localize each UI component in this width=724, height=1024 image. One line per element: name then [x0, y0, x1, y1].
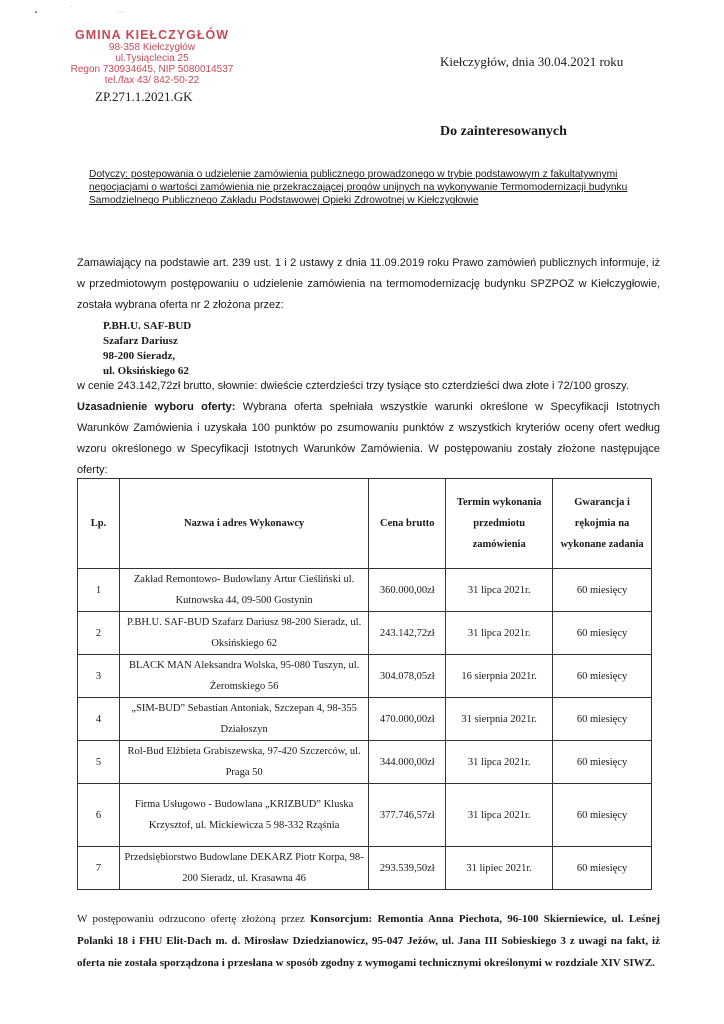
- cell-term: 31 lipca 2021r.: [446, 612, 553, 655]
- stamp-line: 98-358 Kiełczygłów: [108, 42, 196, 53]
- stamp-line: Regon 730934645, NIP 5080014537: [70, 64, 234, 75]
- cell-price: 344.000,00zł: [369, 741, 446, 784]
- rejection-paragraph: [77, 908, 660, 974]
- table-row: [78, 847, 652, 890]
- column-header-term: Termin wykonania przedmiotu zamówienia: [446, 479, 553, 569]
- winner-block: [103, 319, 191, 379]
- cell-lp: 2: [78, 612, 120, 655]
- cell-lp: 4: [78, 698, 120, 741]
- office-stamp: [62, 28, 242, 86]
- justification-text: Wybrana oferta spełniała wszystkie warunki określone w Specyfikacji Istotnych Warunków Zamówienia i uzyskała 100 punktów po zsumowaniu punktów z wszystkich kryteriów oceny ofert według wzoru określonego w Specyfikacji Istotnych Warunków Zamówienia. W postępowaniu zostały złożone następujące oferty:: [77, 401, 660, 476]
- cell-term: 31 lipca 2021r.: [446, 784, 553, 847]
- winner-line: Szafarz Dariusz: [103, 335, 178, 347]
- cell-lp: 6: [78, 784, 120, 847]
- cell-price: 470.000,00zł: [369, 698, 446, 741]
- cell-name: Firma Usługowo - Budowlana „KRIZBUD” Kluska Krzysztof, ul. Mickiewicza 5 98-332 Rząśnia: [119, 784, 368, 847]
- table-header-row: [78, 479, 652, 569]
- subject-line: Dotyczy: postępowania o udzielenie zamówienia publicznego prowadzonego w trybie podstawowym z fakultatywnymi negocjacjami o wartości zamówienia nie przekraczającej progów unijnych na wykonywanie Termomodernizacji budynku Samodzielnego Publicznego Zakładu Podstawowej Opieki Zdrowotnej w Kiełczygłowie: [89, 169, 628, 207]
- intro-paragraph: Zamawiający na podstawie art. 239 ust. 1 i 2 ustawy z dnia 11.09.2019 roku Prawo zamówień publicznych informuje, iż w przedmiotowym postępowaniu o udzielenie zamówienia na termomodernizację budynku SPZPOZ w Kiełczygłowie, została wybrana oferta nr 2 złożona przez:: [77, 257, 660, 311]
- rejection-intro: W postępowaniu odrzucono ofertę złożoną przez: [77, 913, 311, 925]
- table-row: [78, 655, 652, 698]
- cell-warranty: 60 miesięcy: [553, 741, 652, 784]
- scan-mark: · ·: [117, 10, 123, 16]
- cell-warranty: 60 miesięcy: [553, 655, 652, 698]
- offers-table: [77, 478, 652, 890]
- price-text: w cenie 243.142,72zł brutto, słownie: dwieście czterdzieści trzy tysiące sto czterdzieści dwa złote i 72/100 groszy.: [77, 380, 629, 392]
- cell-lp: 7: [78, 847, 120, 890]
- winner-line: 98-200 Sieradz,: [103, 350, 176, 362]
- cell-price: 304.078,05zł: [369, 655, 446, 698]
- column-header-warranty: Gwarancja i rękojmia na wykonane zadania: [553, 479, 652, 569]
- cell-term: 31 lipiec 2021r.: [446, 847, 553, 890]
- column-header-price: Cena brutto: [369, 479, 446, 569]
- cell-lp: 1: [78, 569, 120, 612]
- cell-warranty: 60 miesięcy: [553, 847, 652, 890]
- cell-name: Przedsiębiorstwo Budowlane DEKARZ Piotr Korpa, 98-200 Sieradz, ul. Krasawna 46: [119, 847, 368, 890]
- cell-price: 293.539,50zł: [369, 847, 446, 890]
- stamp-title: GMINA KIEŁCZYGŁÓW: [74, 28, 230, 42]
- cell-price: 377.746,57zł: [369, 784, 446, 847]
- cell-warranty: 60 miesięcy: [553, 569, 652, 612]
- cell-warranty: 60 miesięcy: [553, 698, 652, 741]
- column-header-lp: Lp.: [78, 479, 120, 569]
- cell-lp: 5: [78, 741, 120, 784]
- column-header-name: Nazwa i adres Wykonawcy: [119, 479, 368, 569]
- cell-term: 31 lipca 2021r.: [446, 569, 553, 612]
- stamp-line: tel./fax 43/ 842-50-22: [104, 75, 200, 86]
- cell-term: 31 lipca 2021r.: [446, 741, 553, 784]
- winner-line: P.BH.U. SAF-BUD: [103, 320, 192, 332]
- justification-label: Uzasadnienie wyboru oferty:: [77, 401, 236, 413]
- table-row: [78, 569, 652, 612]
- cell-term: 31 sierpnia 2021r.: [446, 698, 553, 741]
- cell-name: Rol-Bud Elżbieta Grabiszewska, 97-420 Szczerców, ul. Praga 50: [119, 741, 368, 784]
- table-row: [78, 612, 652, 655]
- cell-name: „SIM-BUD” Sebastian Antoniak, Szczepan 4, 98-355 Działoszyn: [119, 698, 368, 741]
- cell-warranty: 60 miesięcy: [553, 784, 652, 847]
- cell-term: 16 sierpnia 2021r.: [446, 655, 553, 698]
- cell-name: Zakład Remontowo- Budowlany Artur Cieśliński ul. Kutnowska 44, 09-500 Gostynin: [119, 569, 368, 612]
- stamp-line: ul.Tysiąclecia 25: [115, 53, 189, 64]
- cell-name: BLACK MAN Aleksandra Wolska, 95-080 Tuszyn, ul. Żeromskiego 56: [119, 655, 368, 698]
- cell-price: 360.000,00zł: [369, 569, 446, 612]
- cell-name: P.BH.U. SAF-BUD Szafarz Dariusz 98-200 Sieradz, ul. Oksińskiego 62: [119, 612, 368, 655]
- scan-mark: ▪: [35, 10, 38, 16]
- cell-lp: 3: [78, 655, 120, 698]
- document-heading: Do zainteresowanych: [440, 124, 567, 139]
- scan-mark: ·: [70, 4, 72, 10]
- table-row: [78, 741, 652, 784]
- price-paragraph: [77, 376, 660, 481]
- winner-line: ul. Oksińskiego 62: [103, 365, 189, 377]
- reference-number: ZP.271.1.2021.GK: [95, 89, 193, 104]
- table-row: [78, 784, 652, 847]
- table-row: [78, 698, 652, 741]
- document-date: Kiełczygłów, dnia 30.04.2021 roku: [440, 54, 624, 69]
- rejection-details: Konsorcjum: Remontia Anna Piechota, 96-100 Skierniewice, ul. Leśnej Polanki 18 i FHU Elit-Dach m. d. Mirosław Dziedzianowicz, 95-047 Jeżów, ul. Jana III Sobieskiego 3 z uwagi na fakt, iż oferta nie została sporządzona i przesłana w sposób zgodny z wymogami technicznymi określonymi w rozdziale XIV SIWZ.: [77, 913, 660, 969]
- cell-warranty: 60 miesięcy: [553, 612, 652, 655]
- cell-price: 243.142,72zł: [369, 612, 446, 655]
